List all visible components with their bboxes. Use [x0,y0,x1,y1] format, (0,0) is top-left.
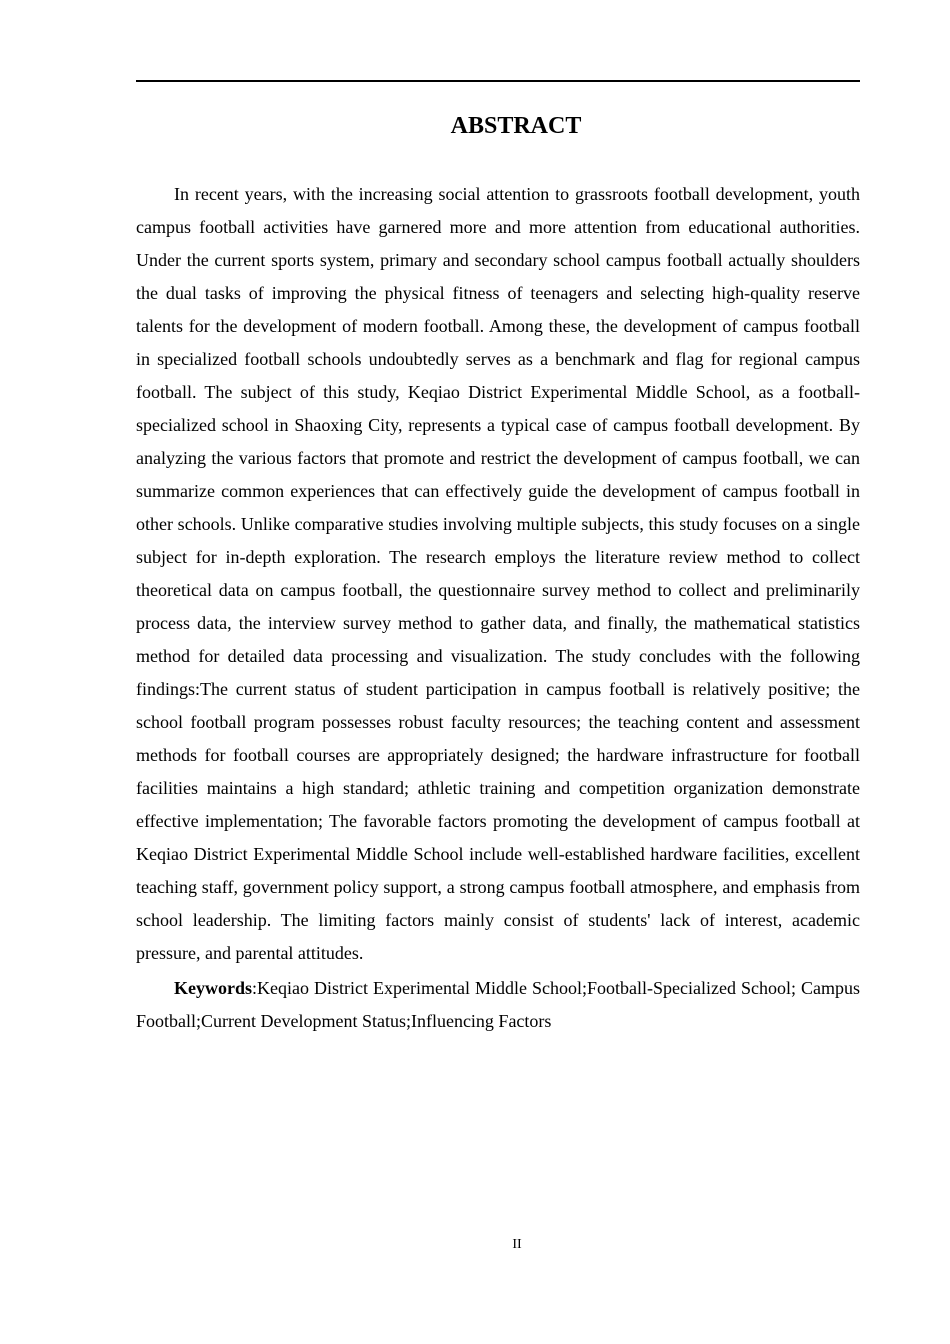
header-rule [136,80,860,82]
abstract-paragraph: In recent years, with the increasing social attention to grassroots football development, youth campus football activities have garnered more and more attention from educational authorities. Under the current sports system, primary and secondary school campus football actually shoulders the dual tasks of improving the physical fitness of teenagers and selecting high-quality reserve talents for the development of modern football. Among these, the development of campus football in specialized football schools undoubtedly serves as a benchmark and flag for regional campus football. The subject of this study, Keqiao District Experimental Middle School, as a football-specialized school in Shaoxing City, represents a typical case of campus football development. By analyzing the various factors that promote and restrict the development of campus football, we can summarize common experiences that can effectively guide the development of campus football in other schools. Unlike comparative studies involving multiple subjects, this study focuses on a single subject for in-depth exploration. The research employs the literature review method to collect theoretical data on campus football, the questionnaire survey method to collect and preliminarily process data, the interview survey method to gather data, and finally, the mathematical statistics method for detailed data processing and visualization. The study concludes with the following findings:The current status of student participation in campus football is relatively positive; the school football program possesses robust faculty resources; the teaching content and assessment methods for football courses are appropriately designed; the hardware infrastructure for football facilities maintains a high standard; athletic training and competition organization demonstrate effective implementation; The favorable factors promoting the development of campus football at Keqiao District Experimental Middle School include well-established hardware facilities, excellent teaching staff, government policy support, a strong campus football atmosphere, and emphasis from school leadership. The limiting factors mainly consist of students' lack of interest, academic pressure, and parental attitudes. [136,184,860,963]
keywords-label: Keywords [174,978,252,998]
keywords-text: :Keqiao District Experimental Middle School;Football-Specialized School; Campus Football;Current Development Status;Influencing Factors [136,978,860,1031]
abstract-body [136,178,860,1038]
abstract-title: ABSTRACT [450,113,582,139]
page-number: II [512,1237,522,1252]
keywords-paragraph [136,972,860,1038]
